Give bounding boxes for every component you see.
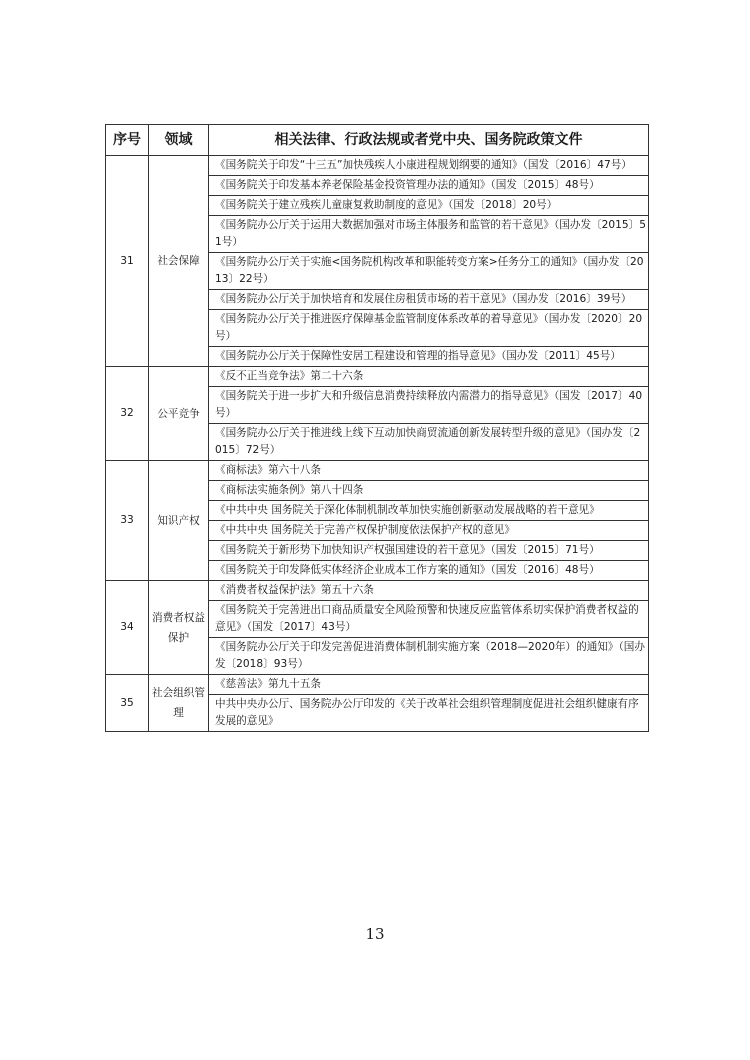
table-row bbox=[106, 367, 649, 387]
row-field: 公平竞争 bbox=[149, 367, 209, 461]
policy-document: 《慈善法》第九十五条 bbox=[209, 675, 649, 695]
policy-document: 《国务院关于印发“十三五”加快残疾人小康进程规划纲要的通知》（国发〔2016〕47号） bbox=[209, 156, 649, 176]
policy-document: 《国务院关于建立残疾儿童康复救助制度的意见》（国发〔2018〕20号） bbox=[209, 196, 649, 216]
row-seq: 33 bbox=[106, 461, 149, 581]
table-row bbox=[106, 156, 649, 176]
row-seq: 32 bbox=[106, 367, 149, 461]
policy-table bbox=[105, 124, 649, 732]
policy-document: 《国务院办公厅关于推进医疗保障基金监管制度体系改革的着导意见》（国办发〔2020〕20号） bbox=[209, 310, 649, 347]
row-seq: 31 bbox=[106, 156, 149, 367]
row-seq: 34 bbox=[106, 581, 149, 675]
row-field: 消费者权益保护 bbox=[149, 581, 209, 675]
table-row bbox=[106, 461, 649, 481]
policy-document: 《国务院关于印发基本养老保险基金投资管理办法的通知》（国发〔2015〕48号） bbox=[209, 176, 649, 196]
policy-document: 《国务院关于新形势下加快知识产权强国建设的若干意见》（国发〔2015〕71号） bbox=[209, 541, 649, 561]
policy-document: 《中共中央 国务院关于完善产权保护制度依法保护产权的意见》 bbox=[209, 521, 649, 541]
header-seq: 序号 bbox=[106, 125, 149, 156]
policy-document: 《中共中央 国务院关于深化体制机制改革加快实施创新驱动发展战略的若干意见》 bbox=[209, 501, 649, 521]
table-row bbox=[106, 581, 649, 601]
row-field: 社会保障 bbox=[149, 156, 209, 367]
policy-document: 《国务院关于印发降低实体经济企业成本工作方案的通知》（国发〔2016〕48号） bbox=[209, 561, 649, 581]
row-field: 社会组织管理 bbox=[149, 675, 209, 732]
policy-document: 《国务院关于完善进出口商品质量安全风险预警和快速反应监管体系切实保护消费者权益的意见》（国发〔2017〕43号） bbox=[209, 601, 649, 638]
table-row bbox=[106, 675, 649, 695]
header-docs: 相关法律、行政法规或者党中央、国务院政策文件 bbox=[209, 125, 649, 156]
policy-document: 《反不正当竞争法》第二十六条 bbox=[209, 367, 649, 387]
policy-document: 《国务院办公厅关于推进线上线下互动加快商贸流通创新发展转型升级的意见》（国办发〔2015〕72号） bbox=[209, 424, 649, 461]
row-field: 知识产权 bbox=[149, 461, 209, 581]
policy-document: 《国务院关于进一步扩大和升级信息消费持续释放内需潜力的指导意见》（国发〔2017〕40号） bbox=[209, 387, 649, 424]
policy-document: 《商标法实施条例》第八十四条 bbox=[209, 481, 649, 501]
table-header-row bbox=[106, 125, 649, 156]
header-field: 领域 bbox=[149, 125, 209, 156]
policy-document: 《商标法》第六十八条 bbox=[209, 461, 649, 481]
policy-document: 《国务院办公厅关于实施<国务院机构改革和职能转变方案>任务分工的通知》（国办发〔2013〕22号） bbox=[209, 253, 649, 290]
policy-document: 《国务院办公厅关于运用大数据加强对市场主体服务和监管的若干意见》（国办发〔2015〕51号） bbox=[209, 216, 649, 253]
policy-document: 《国务院办公厅关于加快培育和发展住房租赁市场的若干意见》（国办发〔2016〕39号） bbox=[209, 290, 649, 310]
page-number: 13 bbox=[365, 925, 385, 943]
policy-document: 《国务院办公厅关于印发完善促进消费体制机制实施方案（2018—2020年）的通知》（国办发〔2018〕93号） bbox=[209, 638, 649, 675]
policy-document: 《国务院办公厅关于保障性安居工程建设和管理的指导意见》（国办发〔2011〕45号） bbox=[209, 347, 649, 367]
row-seq: 35 bbox=[106, 675, 149, 732]
policy-document: 中共中央办公厅、国务院办公厅印发的《关于改革社会组织管理制度促进社会组织健康有序发展的意见》 bbox=[209, 695, 649, 732]
policy-document: 《消费者权益保护法》第五十六条 bbox=[209, 581, 649, 601]
